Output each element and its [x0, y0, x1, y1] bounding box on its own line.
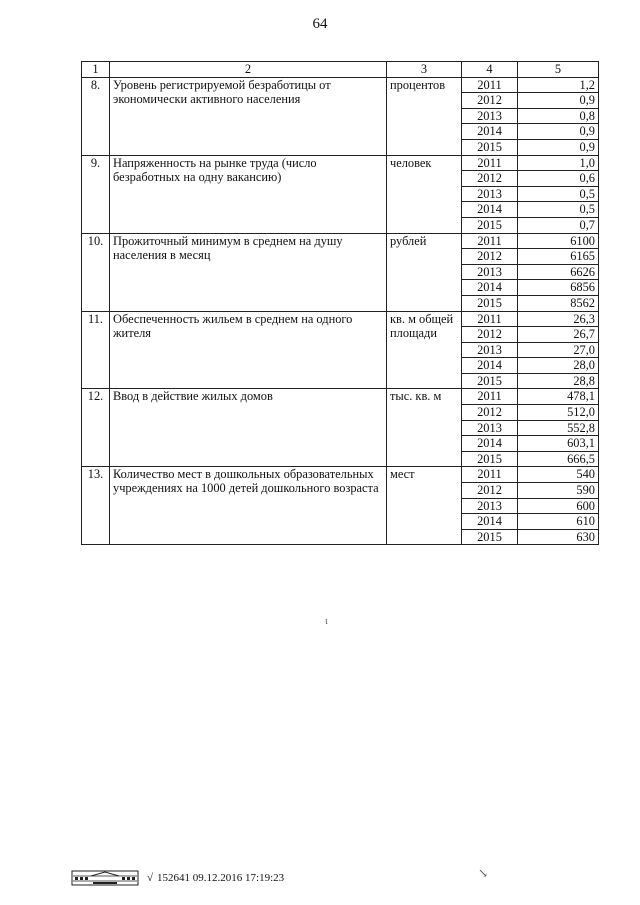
value-cell: 540: [518, 467, 599, 483]
year-cell: 2015: [462, 217, 518, 233]
value-cell: 610: [518, 514, 599, 530]
column-header: 5: [518, 62, 599, 78]
year-cell: 2015: [462, 529, 518, 545]
value-cell: 26,3: [518, 311, 599, 327]
document-registration-stamp: 152641 09.12.2016 17:19:23: [157, 872, 285, 884]
table-row: [82, 77, 599, 93]
value-cell: 1,2: [518, 77, 599, 93]
scan-artifact: ↘: [478, 866, 489, 880]
value-cell: 603,1: [518, 436, 599, 452]
year-cell: 2013: [462, 186, 518, 202]
row-number: 11.: [82, 311, 110, 389]
indicator-name: Уровень регистрируемой безработицы от экономически активного населения: [110, 77, 387, 155]
value-cell: 28,0: [518, 358, 599, 374]
table-body: [82, 77, 599, 545]
value-cell: 0,9: [518, 139, 599, 155]
indicator-name: Ввод в действие жилых домов: [110, 389, 387, 467]
value-cell: 478,1: [518, 389, 599, 405]
value-cell: 552,8: [518, 420, 599, 436]
value-cell: 1,0: [518, 155, 599, 171]
year-cell: 2011: [462, 77, 518, 93]
unit-of-measure: процентов: [387, 77, 462, 155]
value-cell: 27,0: [518, 342, 599, 358]
value-cell: 600: [518, 498, 599, 514]
value-cell: 6165: [518, 249, 599, 265]
value-cell: 630: [518, 529, 599, 545]
row-number: 10.: [82, 233, 110, 311]
year-cell: 2012: [462, 93, 518, 109]
year-cell: 2015: [462, 373, 518, 389]
year-cell: 2012: [462, 483, 518, 499]
value-cell: 0,9: [518, 93, 599, 109]
value-cell: 0,6: [518, 171, 599, 187]
year-cell: 2014: [462, 124, 518, 140]
value-cell: 6100: [518, 233, 599, 249]
year-cell: 2013: [462, 498, 518, 514]
value-cell: 0,9: [518, 124, 599, 140]
value-cell: 666,5: [518, 451, 599, 467]
year-cell: 2011: [462, 155, 518, 171]
year-cell: 2013: [462, 342, 518, 358]
document-footer: [71, 869, 284, 887]
value-cell: 28,8: [518, 373, 599, 389]
year-cell: 2012: [462, 249, 518, 265]
row-number: 12.: [82, 389, 110, 467]
value-cell: 512,0: [518, 405, 599, 421]
row-number: 13.: [82, 467, 110, 545]
year-cell: 2014: [462, 436, 518, 452]
year-cell: 2012: [462, 405, 518, 421]
scan-artifact: ι: [325, 616, 328, 627]
indicator-name: Количество мест в дошкольных образовательных учреждениях на 1000 детей дошкольного возраста: [110, 467, 387, 545]
value-cell: 590: [518, 483, 599, 499]
indicator-name: Обеспеченность жильем в среднем на одного жителя: [110, 311, 387, 389]
column-header: 3: [387, 62, 462, 78]
year-cell: 2014: [462, 280, 518, 296]
unit-of-measure: мест: [387, 467, 462, 545]
year-cell: 2011: [462, 233, 518, 249]
year-cell: 2012: [462, 327, 518, 343]
value-cell: 0,5: [518, 202, 599, 218]
table-row: [82, 311, 599, 327]
unit-of-measure: рублей: [387, 233, 462, 311]
value-cell: 0,7: [518, 217, 599, 233]
row-number: 9.: [82, 155, 110, 233]
unit-of-measure: человек: [387, 155, 462, 233]
table-row: [82, 233, 599, 249]
year-cell: 2011: [462, 389, 518, 405]
year-cell: 2015: [462, 139, 518, 155]
year-cell: 2011: [462, 467, 518, 483]
value-cell: 6626: [518, 264, 599, 280]
value-cell: 6856: [518, 280, 599, 296]
column-header: 4: [462, 62, 518, 78]
unit-of-measure: кв. м общей площади: [387, 311, 462, 389]
year-cell: 2014: [462, 358, 518, 374]
indicators-table: [81, 61, 599, 545]
value-cell: 0,8: [518, 108, 599, 124]
page-number: 64: [312, 16, 328, 32]
table-row: [82, 389, 599, 405]
column-header: 1: [82, 62, 110, 78]
column-header: 2: [110, 62, 387, 78]
year-cell: 2011: [462, 311, 518, 327]
row-number: 8.: [82, 77, 110, 155]
year-cell: 2013: [462, 420, 518, 436]
table-row: [82, 467, 599, 483]
year-cell: 2013: [462, 108, 518, 124]
table-header-row: [82, 62, 599, 78]
year-cell: 2015: [462, 295, 518, 311]
year-cell: 2014: [462, 514, 518, 530]
year-cell: 2013: [462, 264, 518, 280]
indicator-name: Прожиточный минимум в среднем на душу населения в месяц: [110, 233, 387, 311]
value-cell: 26,7: [518, 327, 599, 343]
unit-of-measure: тыс. кв. м: [387, 389, 462, 467]
year-cell: 2015: [462, 451, 518, 467]
value-cell: 0,5: [518, 186, 599, 202]
registry-stamp-icon: [71, 870, 139, 886]
year-cell: 2014: [462, 202, 518, 218]
value-cell: 8562: [518, 295, 599, 311]
verification-mark: √: [147, 872, 154, 884]
year-cell: 2012: [462, 171, 518, 187]
indicator-name: Напряженность на рынке труда (число безработных на одну вакансию): [110, 155, 387, 233]
table-row: [82, 155, 599, 171]
